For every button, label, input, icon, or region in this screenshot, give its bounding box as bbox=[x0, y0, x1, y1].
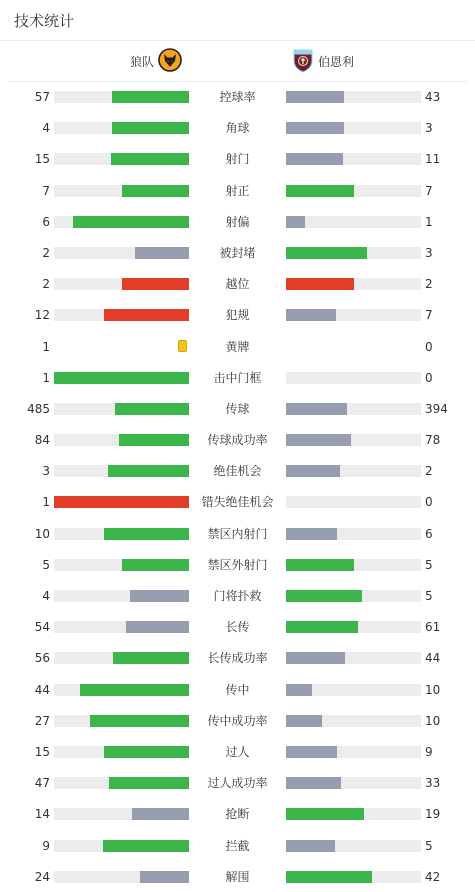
away-bar-fill bbox=[286, 185, 354, 197]
stat-row bbox=[0, 268, 475, 299]
home-stat-value: 3 bbox=[42, 464, 50, 479]
stat-row bbox=[0, 175, 475, 206]
home-stat-value: 6 bbox=[42, 214, 50, 229]
away-stat-value: 0 bbox=[425, 370, 433, 385]
stat-label: 传球成功率 bbox=[207, 433, 268, 448]
stat-row bbox=[0, 705, 475, 736]
stat-row bbox=[0, 455, 475, 486]
home-stat-bar bbox=[54, 871, 189, 883]
home-bar-fill bbox=[103, 840, 189, 852]
home-stat-value: 24 bbox=[34, 869, 50, 884]
away-stat-value: 0 bbox=[425, 495, 433, 510]
home-bar-fill bbox=[54, 372, 189, 384]
home-stat-bar bbox=[54, 840, 189, 852]
home-stat-value: 15 bbox=[34, 744, 50, 759]
away-stat-value: 44 bbox=[425, 651, 441, 666]
stats-list bbox=[0, 81, 475, 892]
away-bar-fill bbox=[286, 122, 344, 134]
stat-label: 射偏 bbox=[225, 214, 250, 229]
away-bar-fill bbox=[286, 465, 340, 477]
stat-label: 黄牌 bbox=[225, 339, 250, 354]
away-bar-fill bbox=[286, 91, 344, 103]
stat-label: 过人成功率 bbox=[207, 776, 268, 791]
away-bar-fill bbox=[286, 715, 322, 727]
stat-label: 抢断 bbox=[225, 807, 250, 822]
away-bar-fill bbox=[286, 559, 354, 571]
away-stat-bar bbox=[286, 528, 421, 540]
home-bar-fill bbox=[115, 403, 189, 415]
away-bar-fill bbox=[286, 808, 364, 820]
home-team-name: 狼队 bbox=[129, 54, 154, 69]
away-stat-value: 11 bbox=[425, 152, 441, 167]
home-stat-value: 9 bbox=[42, 838, 50, 853]
away-stat-bar bbox=[286, 434, 421, 446]
home-stat-bar bbox=[54, 621, 189, 633]
home-stat-value: 4 bbox=[42, 589, 50, 603]
away-bar-fill bbox=[286, 278, 354, 290]
stat-row bbox=[0, 830, 475, 861]
stat-row bbox=[0, 486, 475, 517]
away-bar-fill bbox=[286, 684, 312, 696]
away-bar-fill bbox=[286, 528, 337, 540]
stat-label: 射门 bbox=[225, 152, 250, 167]
away-stat-value: 0 bbox=[425, 339, 433, 354]
away-stat-value: 7 bbox=[425, 308, 433, 323]
home-bar-fill bbox=[130, 590, 189, 602]
away-stat-bar bbox=[286, 777, 421, 789]
home-stat-bar bbox=[54, 808, 189, 820]
stat-label: 射正 bbox=[225, 183, 250, 198]
home-stat-value: 4 bbox=[42, 121, 50, 136]
away-stat-bar bbox=[286, 91, 421, 103]
home-stat-value: 14 bbox=[34, 807, 50, 822]
away-stat-bar bbox=[286, 871, 421, 883]
away-bar-fill bbox=[286, 840, 335, 852]
home-stat-value: 1 bbox=[42, 495, 50, 510]
home-stat-value: 12 bbox=[34, 308, 50, 323]
home-stat-bar bbox=[54, 590, 189, 602]
stat-row bbox=[0, 143, 475, 174]
stat-label: 长传成功率 bbox=[207, 651, 268, 666]
away-bar-fill bbox=[286, 247, 367, 259]
stat-label: 绝佳机会 bbox=[213, 464, 262, 479]
home-stat-bar bbox=[54, 278, 189, 290]
stat-row bbox=[0, 642, 475, 673]
stat-label: 传中成功率 bbox=[207, 713, 268, 728]
stat-label: 解围 bbox=[225, 869, 250, 884]
stat-row bbox=[0, 81, 475, 112]
away-stat-value: 5 bbox=[425, 838, 433, 853]
home-stat-value: 44 bbox=[34, 682, 50, 697]
away-stat-bar bbox=[286, 621, 421, 633]
away-stat-value: 3 bbox=[425, 245, 433, 260]
away-stat-bar bbox=[286, 216, 421, 228]
away-stat-bar bbox=[286, 185, 421, 197]
home-bar-fill bbox=[132, 808, 189, 820]
home-stat-value: 15 bbox=[34, 152, 50, 167]
away-stat-bar bbox=[286, 590, 421, 602]
away-stat-bar bbox=[286, 559, 421, 571]
home-bar-fill bbox=[122, 185, 190, 197]
wolves-crest-icon bbox=[158, 48, 182, 75]
home-stat-bar bbox=[54, 309, 189, 321]
home-bar-fill bbox=[122, 278, 190, 290]
home-bar-fill bbox=[109, 777, 189, 789]
home-stat-bar bbox=[54, 122, 189, 134]
stat-label: 角球 bbox=[225, 121, 250, 136]
stat-row bbox=[0, 331, 475, 362]
stat-row bbox=[0, 549, 475, 580]
stat-label: 控球率 bbox=[219, 90, 256, 104]
away-stat-bar bbox=[286, 746, 421, 758]
home-bar-fill bbox=[140, 871, 189, 883]
home-bar-fill bbox=[54, 496, 189, 508]
stat-label: 传中 bbox=[225, 682, 250, 697]
away-team[interactable] bbox=[292, 49, 354, 73]
away-stat-bar bbox=[286, 808, 421, 820]
stat-label: 门将扑救 bbox=[213, 589, 262, 603]
away-stat-bar bbox=[286, 715, 421, 727]
stat-row bbox=[0, 861, 475, 892]
away-stat-bar bbox=[286, 247, 421, 259]
away-stat-value: 394 bbox=[425, 401, 448, 416]
away-bar-fill bbox=[286, 590, 362, 602]
home-stat-bar bbox=[54, 496, 189, 508]
page-title: 技术统计 bbox=[14, 11, 75, 30]
stat-label: 过人 bbox=[225, 744, 250, 759]
home-bar-fill bbox=[80, 684, 189, 696]
stat-row bbox=[0, 424, 475, 455]
home-stat-bar bbox=[54, 403, 189, 415]
away-stat-bar bbox=[286, 122, 421, 134]
home-stat-bar bbox=[54, 777, 189, 789]
home-stat-value: 84 bbox=[34, 433, 50, 448]
home-stat-bar bbox=[54, 559, 189, 571]
home-stat-value: 485 bbox=[27, 401, 50, 416]
home-stat-value: 1 bbox=[42, 370, 50, 385]
stat-label: 禁区外射门 bbox=[207, 557, 268, 572]
home-bar-fill bbox=[104, 309, 189, 321]
away-bar-fill bbox=[286, 777, 341, 789]
home-team[interactable] bbox=[130, 49, 182, 73]
home-bar-fill bbox=[90, 715, 189, 727]
stat-label: 长传 bbox=[225, 620, 250, 635]
away-stat-value: 42 bbox=[425, 869, 441, 884]
stat-label: 错失绝佳机会 bbox=[201, 495, 274, 510]
home-stat-bar bbox=[54, 684, 189, 696]
away-stat-value: 5 bbox=[425, 557, 433, 572]
stat-row bbox=[0, 611, 475, 642]
home-stat-bar bbox=[54, 372, 189, 384]
home-bar-fill bbox=[108, 465, 189, 477]
stat-row bbox=[0, 362, 475, 393]
home-stat-bar bbox=[54, 528, 189, 540]
home-bar-fill bbox=[104, 528, 189, 540]
teams-header bbox=[8, 41, 467, 82]
away-stat-bar bbox=[286, 309, 421, 321]
home-stat-value: 47 bbox=[34, 776, 50, 791]
away-stat-value: 2 bbox=[425, 277, 433, 292]
away-bar-fill bbox=[286, 746, 337, 758]
away-stat-value: 2 bbox=[425, 464, 433, 479]
home-stat-value: 27 bbox=[34, 713, 50, 728]
away-stat-bar bbox=[286, 278, 421, 290]
home-stat-bar bbox=[54, 434, 189, 446]
home-stat-bar bbox=[54, 153, 189, 165]
home-stat-value: 54 bbox=[34, 620, 50, 635]
burnley-crest-icon bbox=[292, 47, 314, 76]
away-stat-value: 6 bbox=[425, 526, 433, 541]
away-stat-value: 78 bbox=[425, 433, 441, 448]
home-stat-value: 1 bbox=[42, 339, 50, 354]
stat-row bbox=[0, 767, 475, 798]
away-bar-fill bbox=[286, 871, 372, 883]
away-stat-bar bbox=[286, 403, 421, 415]
away-bar-fill bbox=[286, 216, 305, 228]
home-stat-value: 5 bbox=[42, 557, 50, 572]
home-stat-value: 10 bbox=[34, 526, 50, 541]
away-stat-value: 33 bbox=[425, 776, 441, 791]
home-stat-bar bbox=[54, 247, 189, 259]
home-bar-fill bbox=[104, 746, 189, 758]
stat-label: 禁区内射门 bbox=[207, 526, 268, 541]
stat-row bbox=[0, 580, 475, 611]
home-stat-value: 2 bbox=[42, 277, 50, 292]
stat-row bbox=[0, 112, 475, 143]
away-stat-bar bbox=[286, 684, 421, 696]
home-bar-fill bbox=[122, 559, 190, 571]
stat-row bbox=[0, 237, 475, 268]
stat-row bbox=[0, 393, 475, 424]
away-stat-value: 5 bbox=[425, 589, 433, 603]
home-bar-fill bbox=[112, 122, 189, 134]
home-bar-fill bbox=[126, 621, 189, 633]
stat-label: 犯规 bbox=[225, 308, 250, 323]
home-bar-fill bbox=[119, 434, 189, 446]
away-stat-value: 9 bbox=[425, 744, 433, 759]
stat-label: 越位 bbox=[225, 277, 250, 292]
away-stat-bar bbox=[286, 372, 421, 384]
away-bar-fill bbox=[286, 309, 336, 321]
stat-row bbox=[0, 206, 475, 237]
away-stat-value: 10 bbox=[425, 713, 441, 728]
away-stat-bar bbox=[286, 496, 421, 508]
stat-label: 拦截 bbox=[225, 838, 250, 853]
stat-row bbox=[0, 518, 475, 549]
stat-label: 击中门框 bbox=[213, 370, 262, 385]
away-stat-value: 43 bbox=[425, 90, 441, 104]
home-stat-value: 2 bbox=[42, 245, 50, 260]
home-bar-fill bbox=[111, 153, 189, 165]
away-bar-fill bbox=[286, 403, 347, 415]
home-stat-value: 56 bbox=[34, 651, 50, 666]
away-stat-value: 19 bbox=[425, 807, 441, 822]
home-bar-fill bbox=[112, 91, 189, 103]
away-stat-bar bbox=[286, 465, 421, 477]
away-stat-bar bbox=[286, 652, 421, 664]
away-stat-value: 61 bbox=[425, 620, 441, 635]
away-stat-value: 10 bbox=[425, 682, 441, 697]
home-bar-fill bbox=[113, 652, 189, 664]
home-stat-bar bbox=[54, 746, 189, 758]
stat-row bbox=[0, 736, 475, 767]
home-stat-value: 57 bbox=[34, 90, 50, 104]
home-stat-bar bbox=[54, 91, 189, 103]
stat-row bbox=[0, 299, 475, 330]
home-stat-bar bbox=[54, 216, 189, 228]
yellow-card-icon bbox=[178, 340, 187, 352]
home-stat-bar bbox=[54, 652, 189, 664]
away-team-name: 伯恩利 bbox=[318, 54, 355, 69]
home-bar-fill bbox=[135, 247, 189, 259]
home-stat-bar bbox=[54, 185, 189, 197]
stat-row bbox=[0, 798, 475, 829]
away-stat-value: 1 bbox=[425, 214, 433, 229]
away-stat-value: 3 bbox=[425, 121, 433, 136]
away-stat-value: 7 bbox=[425, 183, 433, 198]
away-bar-fill bbox=[286, 153, 343, 165]
stat-label: 被封堵 bbox=[219, 245, 256, 260]
home-stat-bar bbox=[54, 465, 189, 477]
stat-row bbox=[0, 674, 475, 705]
home-bar-fill bbox=[73, 216, 189, 228]
home-stat-value: 7 bbox=[42, 183, 50, 198]
page-header bbox=[0, 0, 475, 41]
away-stat-bar bbox=[286, 840, 421, 852]
home-stat-bar bbox=[54, 715, 189, 727]
away-bar-fill bbox=[286, 434, 351, 446]
away-stat-bar bbox=[286, 153, 421, 165]
stat-label: 传球 bbox=[225, 401, 250, 416]
away-bar-fill bbox=[286, 621, 358, 633]
away-bar-fill bbox=[286, 652, 345, 664]
